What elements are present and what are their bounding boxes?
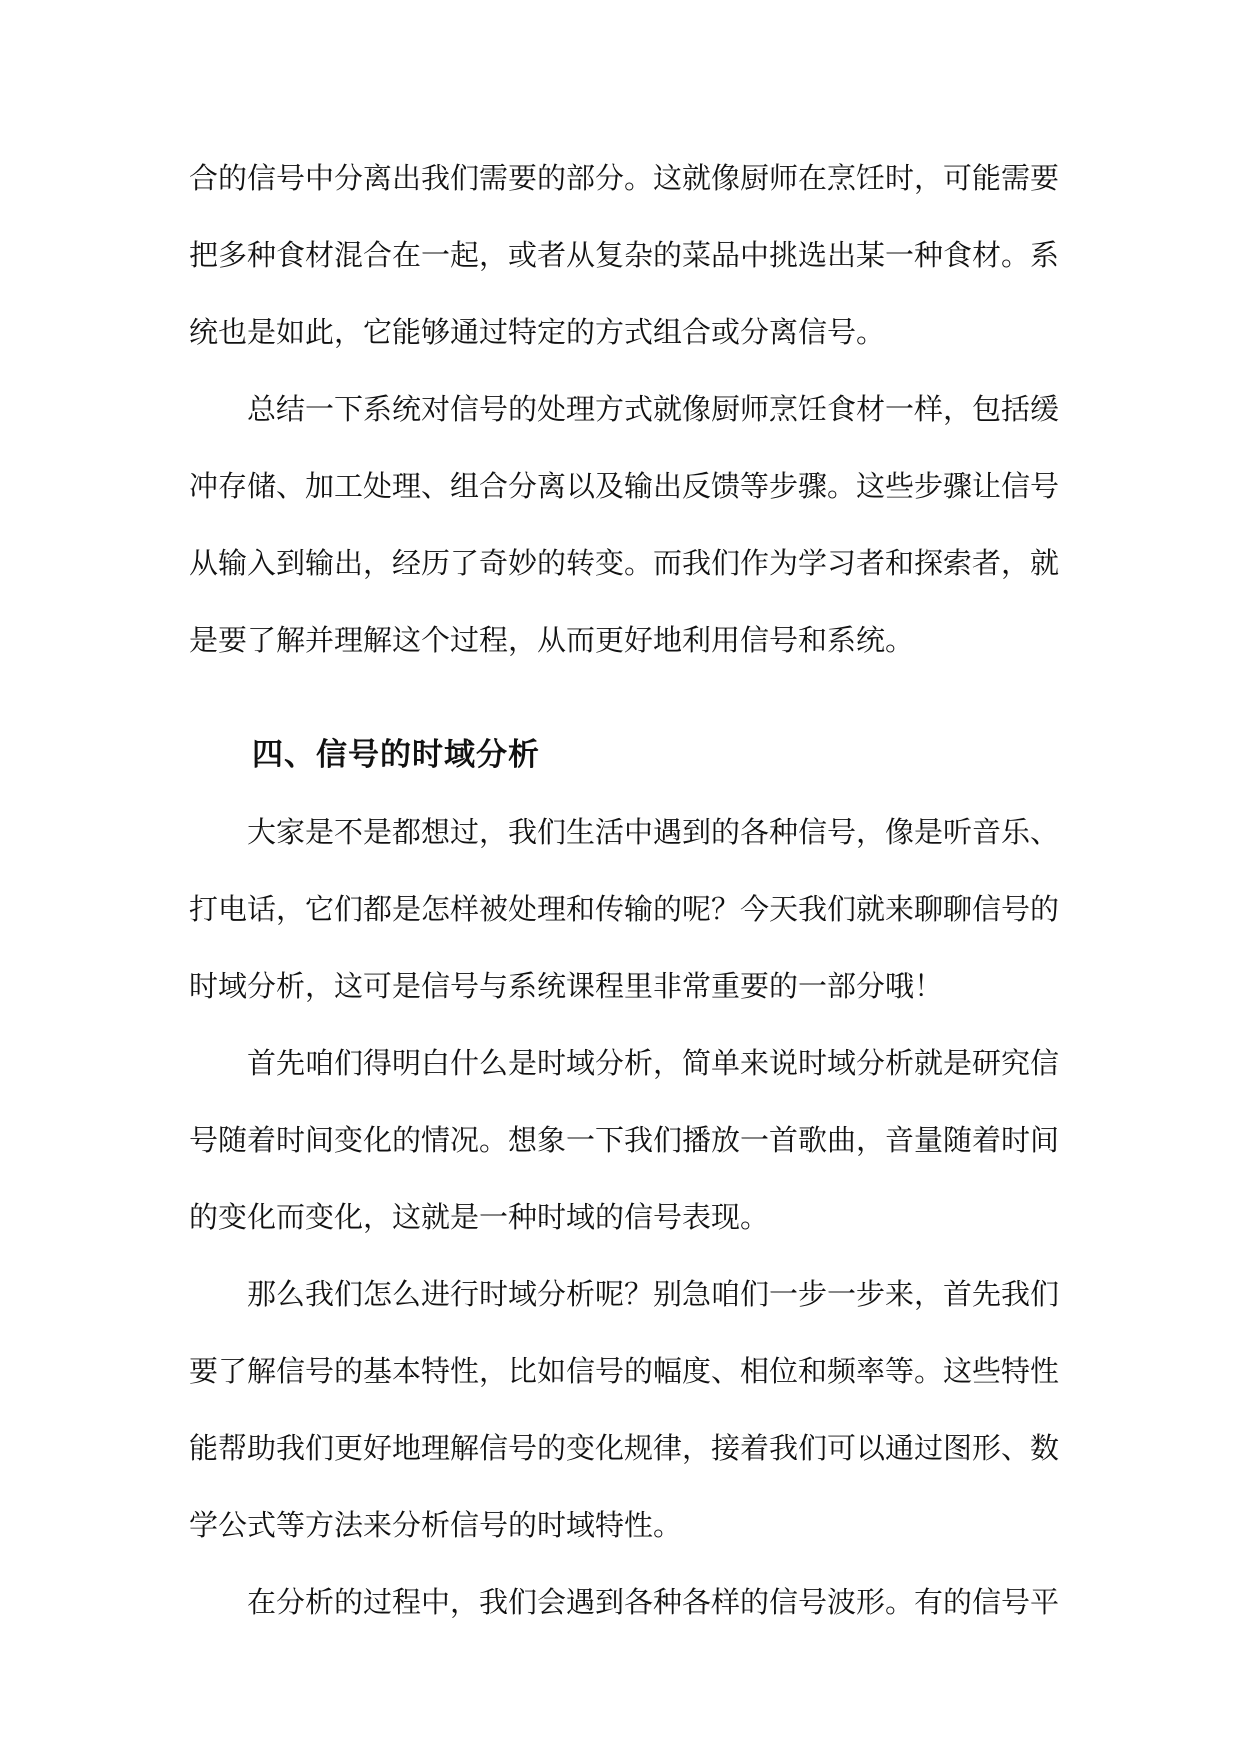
paragraph: 在分析的过程中，我们会遇到各种各样的信号波形。有的信号平 (247, 1585, 1060, 1619)
paragraph: 总结一下系统对信号的处理方式就像厨师烹饪食材一样，包括缓冲存储、加工处理、组合分离以及输出反馈等步骤。这些步骤让信号从输入到输出，经历了奇妙的转变。而我们作为学习者和探索者，就是要了解并理解这个过程，从而更好地利用信号和系统。 (189, 392, 1060, 657)
paragraph: 首先咱们得明白什么是时域分析，简单来说时域分析就是研究信号随着时间变化的情况。想象一下我们播放一首歌曲，音量随着时间的变化而变化，这就是一种时域的信号表现。 (189, 1046, 1060, 1234)
paragraph: 合的信号中分离出我们需要的部分。这就像厨师在烹饪时，可能需要把多种食材混合在一起，或者从复杂的菜品中挑选出某一种食材。系统也是如此，它能够通过特定的方式组合或分离信号。 (189, 161, 1060, 349)
document-body (189, 140, 1059, 1641)
paragraph: 大家是不是都想过，我们生活中遇到的各种信号，像是听音乐、打电话，它们都是怎样被处理和传输的呢？今天我们就来聊聊信号的时域分析，这可是信号与系统课程里非常重要的一部分哦！ (189, 815, 1060, 1003)
paragraph: 那么我们怎么进行时域分析呢？别急咱们一步一步来，首先我们要了解信号的基本特性，比如信号的幅度、相位和频率等。这些特性能帮助我们更好地理解信号的变化规律，接着我们可以通过图形、数学公式等方法来分析信号的时域特性。 (189, 1277, 1060, 1542)
section-heading: 四、信号的时域分析 (252, 737, 540, 773)
